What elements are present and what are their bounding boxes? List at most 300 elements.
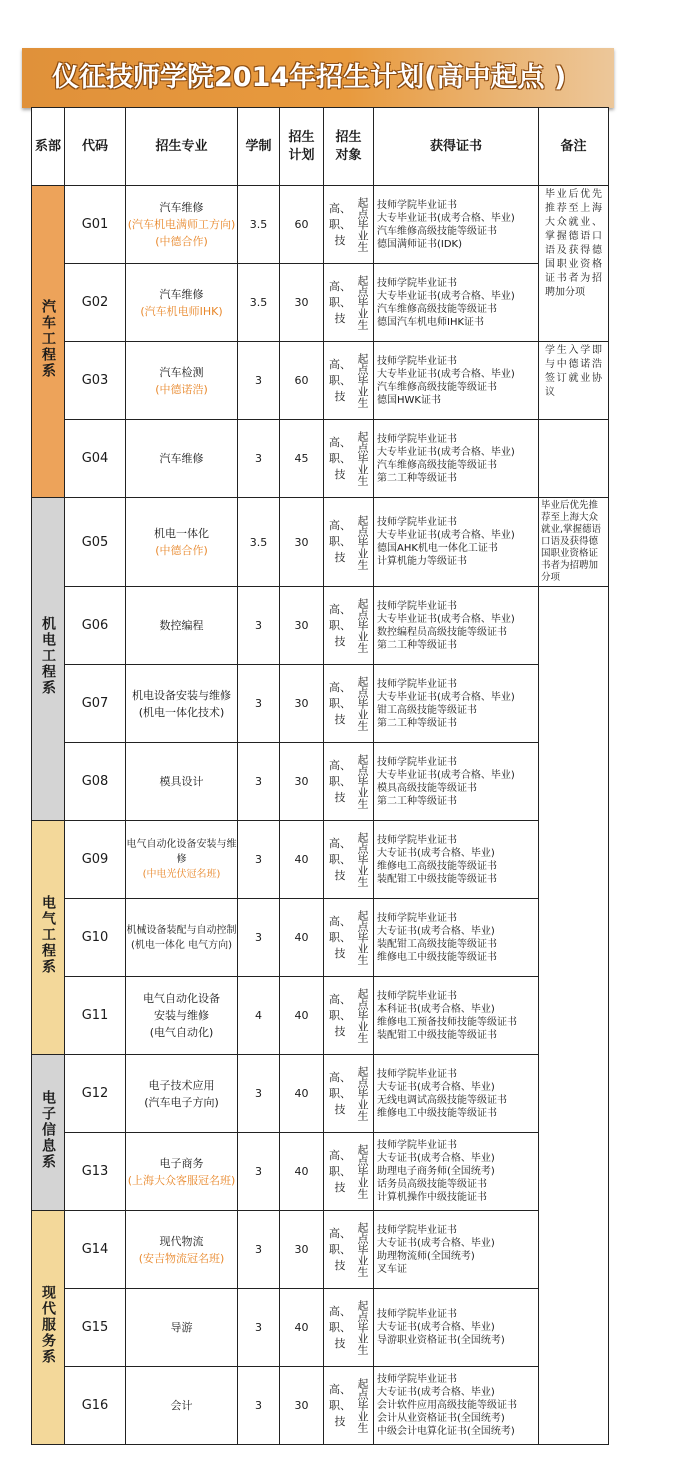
target-suffix: 起点毕业生: [356, 1222, 369, 1277]
major-cell: [126, 587, 238, 665]
cert-line: 大专证书(成考合格、毕业): [377, 925, 495, 937]
cert-line: 德国AHK机电一体化工证书: [377, 543, 498, 554]
plan-cell: 30: [280, 1367, 324, 1445]
major-line: 电子技术应用: [148, 1078, 215, 1092]
target-line: 职、: [329, 217, 351, 231]
table-row: [32, 420, 609, 498]
cert-line: 技师学院毕业证书: [377, 990, 457, 1002]
note-cell: [539, 420, 609, 498]
table-header-row: [32, 108, 609, 186]
cert-cell: [374, 342, 539, 420]
cert-line: 汽车维修高级技能等级证书: [377, 381, 497, 393]
major-cell: [126, 420, 238, 498]
years-cell: 3: [238, 899, 280, 977]
target-suffix: 起点毕业生: [356, 1144, 369, 1199]
header-plan: [280, 108, 324, 186]
dept-name: 现代服务系: [40, 1284, 56, 1365]
target-suffix: 起点毕业生: [356, 1378, 369, 1433]
plan-cell: 30: [280, 743, 324, 821]
cert-line: 技师学院毕业证书: [377, 355, 457, 367]
years-cell: 3: [238, 1367, 280, 1445]
table-row: [32, 1133, 609, 1211]
cert-line: 技师学院毕业证书: [377, 517, 457, 528]
target-line: 技: [334, 634, 346, 648]
cert-line: 德国HWK证书: [377, 394, 441, 406]
cert-line: 技师学院毕业证书: [377, 756, 457, 768]
cert-line: 德国满师证书(IDK): [377, 238, 463, 250]
cert-line: 技师学院毕业证书: [377, 678, 457, 690]
years-cell: 3: [238, 1211, 280, 1289]
code-cell: G04: [65, 420, 126, 498]
cert-line: 技师学院毕业证书: [377, 1309, 457, 1320]
major-line: 机械设备装配与自动控制: [126, 924, 237, 936]
cert-line: 装配钳工中级技能等级证书: [377, 1029, 497, 1041]
header-dept: 系部: [32, 108, 65, 186]
cert-cell: [374, 977, 539, 1055]
target-cell: [324, 342, 374, 420]
code-cell: G05: [65, 498, 126, 587]
note-cell: 学生入学即与中德诺浩签订就业协议: [539, 342, 609, 420]
target-text: [324, 754, 373, 809]
cert-cell: [374, 186, 539, 264]
code-cell: G15: [65, 1289, 126, 1367]
code-cell: G07: [65, 665, 126, 743]
target-cell: [324, 264, 374, 342]
target-text: [324, 676, 373, 731]
note-cell: [539, 587, 609, 1445]
target-text: [324, 832, 373, 887]
target-cell: [324, 743, 374, 821]
cert-line: 维修电工高级技能等级证书: [377, 860, 497, 872]
plan-cell: 40: [280, 1289, 324, 1367]
cert-line: 装配钳工中级技能等级证书: [377, 873, 497, 885]
table-row: [32, 1055, 609, 1133]
major-cell: [126, 1211, 238, 1289]
years-cell: 3: [238, 1289, 280, 1367]
years-cell: 3: [238, 587, 280, 665]
cert-line: 大专证书(成考合格、毕业): [377, 1322, 495, 1333]
cert-cell: [374, 1289, 539, 1367]
target-line: 职、: [329, 774, 351, 788]
header-major: 招生专业: [126, 108, 238, 186]
target-line: 高、: [329, 1304, 351, 1318]
target-line: 职、: [329, 696, 351, 710]
target-line: 高、: [329, 836, 351, 850]
target-suffix: 起点毕业生: [356, 910, 369, 965]
target-text: [324, 197, 373, 252]
major-line: (机电一体化技术): [138, 705, 225, 719]
major-line: 电子商务: [159, 1156, 204, 1170]
major-line: (电气自动化): [149, 1026, 214, 1039]
cert-line: 话务员高级技能等级证书: [377, 1179, 487, 1190]
major-line: 机电设备安装与维修: [132, 688, 231, 702]
cert-line: 技师学院毕业证书: [377, 1068, 457, 1080]
target-line: 职、: [329, 1008, 351, 1022]
dept-name: 汽车工程系: [40, 298, 56, 379]
plan-cell: 45: [280, 420, 324, 498]
target-line: 职、: [329, 1398, 351, 1412]
table-row: [32, 342, 609, 420]
major-line: 模具设计: [159, 775, 204, 788]
major-cell: [126, 821, 238, 899]
target-line: 职、: [329, 373, 351, 387]
header-code: 代码: [65, 108, 126, 186]
major-line: 导游: [170, 1321, 193, 1334]
cert-line: 会计软件应用高级技能等级证书: [377, 1400, 517, 1411]
target-text: [324, 353, 373, 408]
cert-line: 计算机操作中级技能证书: [377, 1192, 487, 1203]
cert-line: 本科证书(成考合格、毕业): [377, 1003, 495, 1015]
target-suffix: 起点毕业生: [356, 431, 369, 486]
target-cell: [324, 821, 374, 899]
cert-line: 助理电子商务师(全国统考): [377, 1166, 495, 1177]
cert-line: 模具高级技能等级证书: [377, 782, 477, 794]
target-line: 职、: [329, 1164, 351, 1178]
code-cell: G02: [65, 264, 126, 342]
target-line: 高、: [329, 758, 351, 772]
cert-line: 汽车维修高级技能等级证书: [377, 225, 497, 237]
target-suffix: 起点毕业生: [356, 197, 369, 252]
years-cell: 3.5: [238, 186, 280, 264]
cert-cell: [374, 899, 539, 977]
target-cell: [324, 587, 374, 665]
target-line: 高、: [329, 1070, 351, 1084]
cert-cell: [374, 743, 539, 821]
code-cell: G06: [65, 587, 126, 665]
cert-line: 德国汽车机电师IHK证书: [377, 316, 485, 328]
note-cell: 毕业后优先推荐至上海大众就业、掌握德语口语及获得德国职业资格证书者为招聘加分项: [539, 186, 609, 342]
dept-cell: [32, 498, 65, 821]
target-line: 技: [334, 868, 346, 882]
cert-line: 第二工种等级证书: [377, 472, 457, 484]
target-line: 技: [334, 467, 346, 481]
major-line: (中电光伏冠名班): [142, 869, 221, 880]
target-line: 技: [334, 946, 346, 960]
cert-line: 汽车维修高级技能等级证书: [377, 459, 497, 471]
major-cell: [126, 186, 238, 264]
cert-line: 数控编程员高级技能等级证书: [377, 626, 507, 638]
target-text: [324, 515, 373, 570]
plan-cell: 40: [280, 1055, 324, 1133]
cert-line: 维修电工中级技能等级证书: [377, 951, 497, 963]
major-cell: [126, 1367, 238, 1445]
target-text: [324, 598, 373, 653]
target-cell: [324, 1055, 374, 1133]
major-cell: [126, 977, 238, 1055]
major-line: (中德合作): [155, 235, 208, 248]
cert-line: 大专证书(成考合格、毕业): [377, 847, 495, 859]
cert-cell: [374, 498, 539, 587]
enrollment-plan-table: [31, 107, 609, 1445]
cert-line: 技师学院毕业证书: [377, 834, 457, 846]
cert-line: 助理物流师(全国统考): [377, 1250, 475, 1262]
major-line: (上海大众客服冠名班): [127, 1173, 236, 1187]
major-line: 汽车检测: [159, 365, 204, 379]
target-line: 高、: [329, 519, 351, 532]
target-suffix: 起点毕业生: [356, 598, 369, 653]
target-line: 高、: [329, 1382, 351, 1396]
cert-cell: [374, 420, 539, 498]
major-line: 安装与维修: [154, 1009, 209, 1022]
cert-line: 第二工种等级证书: [377, 795, 457, 807]
cert-line: 计算机能力等级证书: [377, 556, 467, 567]
cert-line: 会计从业资格证书(全国统考): [377, 1413, 505, 1424]
note-cell: 毕业后优先推荐至上海大众就业,掌握德语口语及获得德国职业资格证书者为招聘加分项: [539, 498, 609, 587]
target-line: 高、: [329, 1148, 351, 1162]
cert-line: 大专证书(成考合格、毕业): [377, 1153, 495, 1164]
cert-cell: [374, 587, 539, 665]
major-line: 汽车维修: [159, 452, 204, 465]
plan-cell: 30: [280, 665, 324, 743]
cert-cell: [374, 264, 539, 342]
major-cell: [126, 743, 238, 821]
major-cell: [126, 1055, 238, 1133]
target-cell: [324, 498, 374, 587]
code-cell: G16: [65, 1367, 126, 1445]
target-suffix: 起点毕业生: [356, 832, 369, 887]
major-line: 现代物流: [159, 1234, 204, 1248]
target-suffix: 起点毕业生: [356, 275, 369, 330]
plan-cell: 30: [280, 264, 324, 342]
target-line: 技: [334, 1414, 346, 1428]
target-line: 职、: [329, 1242, 351, 1256]
cert-line: 装配钳工高级技能等级证书: [377, 938, 497, 950]
target-text: [324, 1300, 373, 1355]
target-line: 高、: [329, 680, 351, 694]
target-cell: [324, 1289, 374, 1367]
dept-cell: [32, 186, 65, 498]
cert-line: 技师学院毕业证书: [377, 277, 457, 289]
header-target: [324, 108, 374, 186]
target-line: 技: [334, 1024, 346, 1038]
code-cell: G09: [65, 821, 126, 899]
major-cell: [126, 1289, 238, 1367]
target-cell: [324, 665, 374, 743]
cert-cell: [374, 1211, 539, 1289]
cert-line: 技师学院毕业证书: [377, 199, 457, 211]
dept-cell: [32, 821, 65, 1055]
target-line: 技: [334, 790, 346, 804]
years-cell: 3: [238, 1133, 280, 1211]
target-suffix: 起点毕业生: [356, 988, 369, 1043]
cert-line: 技师学院毕业证书: [377, 1374, 457, 1385]
target-cell: [324, 186, 374, 264]
cert-line: 大专毕业证书(成考合格、毕业): [377, 446, 515, 458]
target-line: 技: [334, 1102, 346, 1116]
cert-line: 技师学院毕业证书: [377, 1224, 457, 1236]
cert-line: 大专毕业证书(成考合格、毕业): [377, 613, 515, 625]
major-cell: [126, 899, 238, 977]
header-plan-text: 招生计划: [288, 129, 315, 163]
target-line: 技: [334, 1180, 346, 1194]
cert-line: 技师学院毕业证书: [377, 912, 457, 924]
years-cell: 3.5: [238, 498, 280, 587]
years-cell: 3: [238, 821, 280, 899]
target-cell: [324, 1133, 374, 1211]
years-cell: 3: [238, 420, 280, 498]
target-text: [324, 431, 373, 486]
major-line: 机电一体化: [154, 527, 209, 540]
table-row: [32, 977, 609, 1055]
dept-name: 电气工程系: [40, 894, 56, 975]
table-row: [32, 498, 609, 587]
target-line: 技: [334, 311, 346, 325]
cert-line: 大专毕业证书(成考合格、毕业): [377, 212, 515, 224]
dept-cell: [32, 1211, 65, 1445]
target-cell: [324, 899, 374, 977]
dept-cell: [32, 1055, 65, 1211]
header-target-text: 招生对象: [335, 129, 362, 163]
target-cell: [324, 1367, 374, 1445]
plan-cell: 60: [280, 186, 324, 264]
major-cell: [126, 264, 238, 342]
years-cell: 3: [238, 342, 280, 420]
cert-line: 叉车证: [377, 1263, 407, 1275]
target-text: [324, 1378, 373, 1433]
table-row: [32, 1367, 609, 1445]
target-text: [324, 1144, 373, 1199]
code-cell: G10: [65, 899, 126, 977]
title-banner: [22, 48, 614, 108]
header-years: 学制: [238, 108, 280, 186]
code-cell: G12: [65, 1055, 126, 1133]
target-line: 高、: [329, 279, 351, 293]
plan-cell: 40: [280, 821, 324, 899]
target-text: [324, 1066, 373, 1121]
cert-line: 大专毕业证书(成考合格、毕业): [377, 769, 515, 781]
header-note: 备注: [539, 108, 609, 186]
table-row: [32, 1289, 609, 1367]
target-line: 职、: [329, 451, 351, 465]
target-line: 职、: [329, 1320, 351, 1334]
target-line: 职、: [329, 930, 351, 944]
code-cell: G11: [65, 977, 126, 1055]
plan-cell: 40: [280, 1133, 324, 1211]
table-row: [32, 665, 609, 743]
dept-name: 电子信息系: [40, 1089, 56, 1170]
target-suffix: 起点毕业生: [356, 676, 369, 731]
major-cell: [126, 665, 238, 743]
target-text: [324, 275, 373, 330]
cert-line: 第二工种等级证书: [377, 717, 457, 729]
cert-line: 大专毕业证书(成考合格、毕业): [377, 368, 515, 380]
cert-line: 维修电工中级技能等级证书: [377, 1107, 497, 1119]
years-cell: 4: [238, 977, 280, 1055]
target-line: 职、: [329, 535, 351, 548]
target-line: 技: [334, 712, 346, 726]
plan-cell: 30: [280, 587, 324, 665]
target-line: 高、: [329, 1226, 351, 1240]
years-cell: 3: [238, 743, 280, 821]
major-line: 汽车维修: [159, 201, 204, 214]
cert-line: 导游职业资格证书(全国统考): [377, 1335, 505, 1346]
cert-line: 大专毕业证书(成考合格、毕业): [377, 691, 515, 703]
years-cell: 3: [238, 1055, 280, 1133]
target-line: 高、: [329, 435, 351, 449]
cert-line: 大专证书(成考合格、毕业): [377, 1237, 495, 1249]
cert-cell: [374, 1367, 539, 1445]
major-line: (汽车机电满师工方向): [127, 218, 236, 231]
target-suffix: 起点毕业生: [356, 1300, 369, 1355]
cert-line: 大专毕业证书(成考合格、毕业): [377, 530, 515, 541]
plan-cell: 40: [280, 977, 324, 1055]
major-line: 电气自动化设备安装与维修: [126, 839, 237, 865]
cert-cell: [374, 1055, 539, 1133]
major-line: (中德合作): [155, 544, 208, 557]
major-line: 电气自动化设备: [143, 992, 220, 1005]
major-cell: [126, 342, 238, 420]
header-cert: 获得证书: [374, 108, 539, 186]
dept-name: 机电工程系: [40, 616, 56, 696]
years-cell: 3: [238, 665, 280, 743]
cert-line: 无线电调试高级技能等级证书: [377, 1094, 507, 1106]
target-text: [324, 988, 373, 1043]
cert-line: 维修电工预备技师技能等级证书: [377, 1016, 517, 1028]
target-suffix: 起点毕业生: [356, 1066, 369, 1121]
cert-cell: [374, 821, 539, 899]
major-line: 汽车维修: [159, 287, 204, 301]
target-cell: [324, 420, 374, 498]
years-cell: 3.5: [238, 264, 280, 342]
target-line: 技: [334, 233, 346, 247]
target-suffix: 起点毕业生: [356, 514, 369, 570]
code-cell: G13: [65, 1133, 126, 1211]
table-row: [32, 899, 609, 977]
major-cell: [126, 1133, 238, 1211]
major-line: (汽车电子方向): [144, 1095, 219, 1109]
target-line: 技: [334, 389, 346, 403]
code-cell: G01: [65, 186, 126, 264]
plan-cell: 60: [280, 342, 324, 420]
page-title: 仪征技师学院2014年招生计划(高中起点 ): [52, 62, 567, 93]
major-line: (安吉物流冠名班): [138, 1251, 225, 1265]
target-text: [324, 910, 373, 965]
target-line: 高、: [329, 602, 351, 616]
table-row: [32, 743, 609, 821]
code-cell: G08: [65, 743, 126, 821]
cert-cell: [374, 665, 539, 743]
target-cell: [324, 977, 374, 1055]
cert-line: 技师学院毕业证书: [377, 433, 457, 445]
cert-line: 中级会计电算化证书(全国统考): [377, 1426, 515, 1437]
major-line: (中德诺浩): [155, 382, 208, 396]
target-cell: [324, 1211, 374, 1289]
target-line: 高、: [329, 914, 351, 928]
major-line: 会计: [170, 1399, 193, 1412]
table-row: [32, 587, 609, 665]
target-line: 技: [334, 1336, 346, 1350]
cert-cell: [374, 1133, 539, 1211]
cert-line: 技师学院毕业证书: [377, 1140, 457, 1151]
target-line: 职、: [329, 1086, 351, 1100]
target-line: 高、: [329, 992, 351, 1006]
major-line: 数控编程: [159, 619, 204, 632]
cert-line: 大专毕业证书(成考合格、毕业): [377, 290, 515, 302]
code-cell: G03: [65, 342, 126, 420]
cert-line: 大专证书(成考合格、毕业): [377, 1081, 495, 1093]
plan-cell: 40: [280, 899, 324, 977]
target-suffix: 起点毕业生: [356, 754, 369, 809]
target-line: 职、: [329, 295, 351, 309]
target-line: 高、: [329, 357, 351, 371]
plan-cell: 30: [280, 498, 324, 587]
target-text: [324, 1222, 373, 1277]
table-row: [32, 186, 609, 264]
cert-line: 钳工高级技能等级证书: [377, 704, 477, 716]
plan-cell: 30: [280, 1211, 324, 1289]
target-line: 高、: [329, 201, 351, 215]
table-row: [32, 264, 609, 342]
